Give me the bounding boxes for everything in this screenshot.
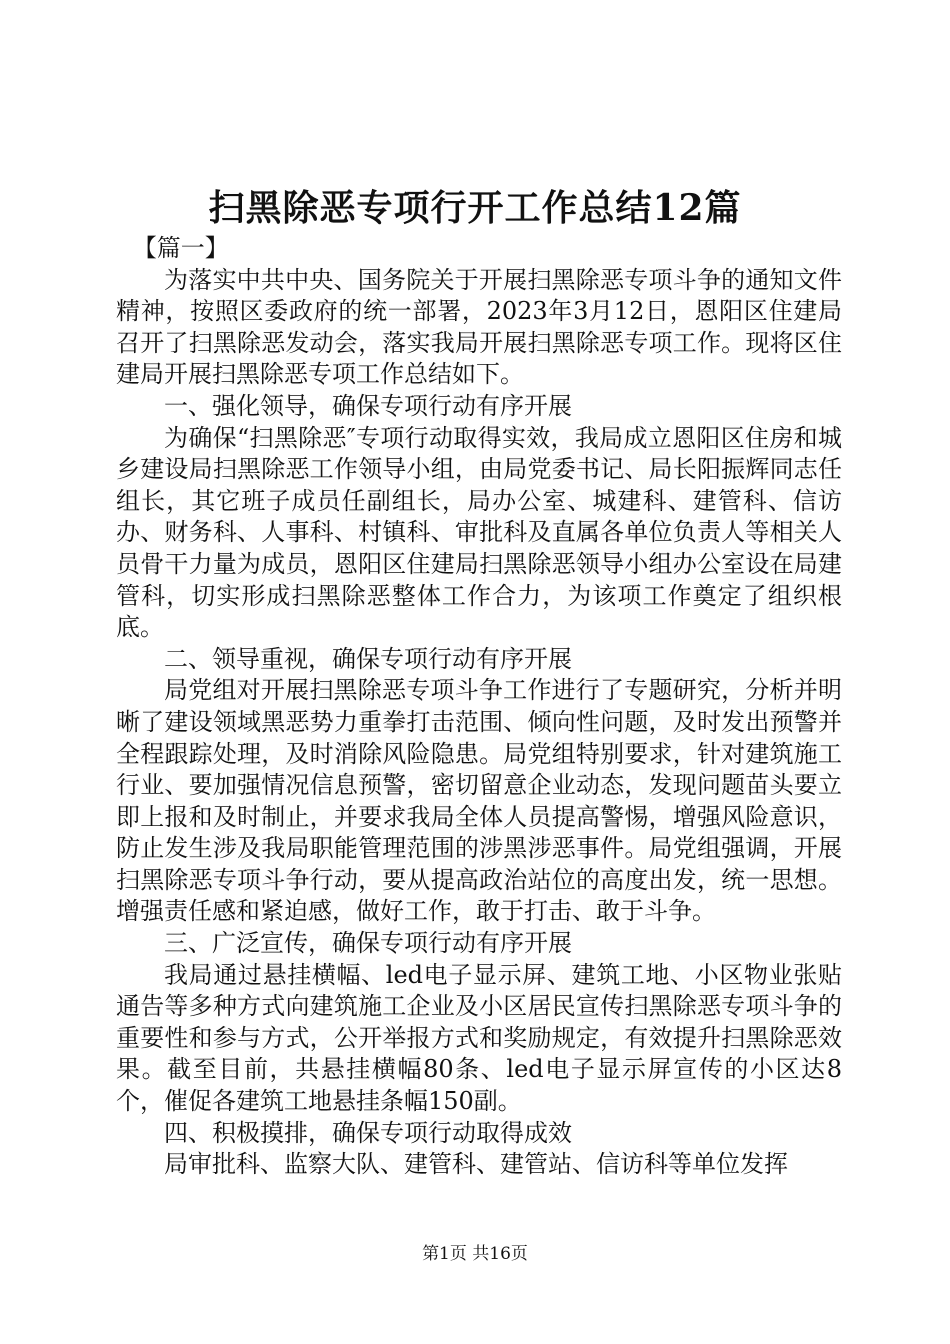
paragraph-2: 局党组对开展扫黑除恶专项斗争工作进行了专题研究，分析并明晰了建设领域黑恶势力重拳打击范围、倾向性问题，及时发出预警并全程跟踪处理，及时消除风险隐患。局党组特别要求，针对建筑施工行业、要加强情况信息预警，密切留意企业动态，发现问题苗头要立即上报和及时制止，并要求我局全体人员提高警惕，增强风险意识，防止发生涉及我局职能管理范围的涉黑涉恶事件。局党组强调，开展扫黑除恶专项斗争行动，要从提高政治站位的高度出发，统一思想。增强责任感和紧迫感，做好工作，敢于打击、敢于斗争。: [116, 676, 842, 926]
section-label: 【篇一】: [132, 234, 229, 262]
document-title: 扫黑除恶专项行开工作总结12篇: [208, 187, 742, 229]
section-heading-3: 三、广泛宣传，确保专项行动有序开展: [164, 929, 572, 958]
section-heading-1: 一、强化领导，确保专项行动有序开展: [164, 391, 572, 420]
paragraph-4: 局审批科、监察大队、建管科、建管站、信访科等单位发挥: [164, 1150, 788, 1179]
paragraph-intro: 为落实中共中央、国务院关于开展扫黑除恶专项斗争的通知文件精神，按照区委政府的统一部署，2023年3月12日，恩阳区住建局召开了扫黑除恶发动会，落实我局开展扫黑除恶专项工作。现将区住建局开展扫黑除恶专项工作总结如下。: [116, 265, 842, 389]
paragraph-1: 为确保“扫黑除恶″专项行动取得实效，我局成立恩阳区住房和城乡建设局扫黑除恶工作领导小组，由局党委书记、局长阳振辉同志任组长，其它班子成员任副组长，局办公室、城建科、建管科、信访办、财务科、人事科、村镇科、审批科及直属各单位负责人等相关人员骨干力量为成员，恩阳区住建局扫黑除恶领导小组办公室设在局建管科，切实形成扫黑除恶整体工作合力，为该项工作奠定了组织根底。: [116, 423, 842, 642]
document-body: [116, 233, 842, 1181]
paragraph-3: 我局通过悬挂横幅、led电子显示屏、建筑工地、小区物业张贴通告等多种方式向建筑施工企业及小区居民宣传扫黑除恶专项斗争的重要性和参与方式，公开举报方式和奖励规定，有效提升扫黑除恶效果。截至目前，共悬挂横幅80条、led电子显示屏宣传的小区达8个，催促各建筑工地悬挂条幅150副。: [116, 960, 842, 1116]
page-footer: 第1页 共16页: [422, 1244, 528, 1264]
section-heading-4: 四、积极摸排，确保专项行动取得成效: [164, 1118, 572, 1147]
section-heading-2: 二、领导重视，确保专项行动有序开展: [164, 644, 572, 673]
